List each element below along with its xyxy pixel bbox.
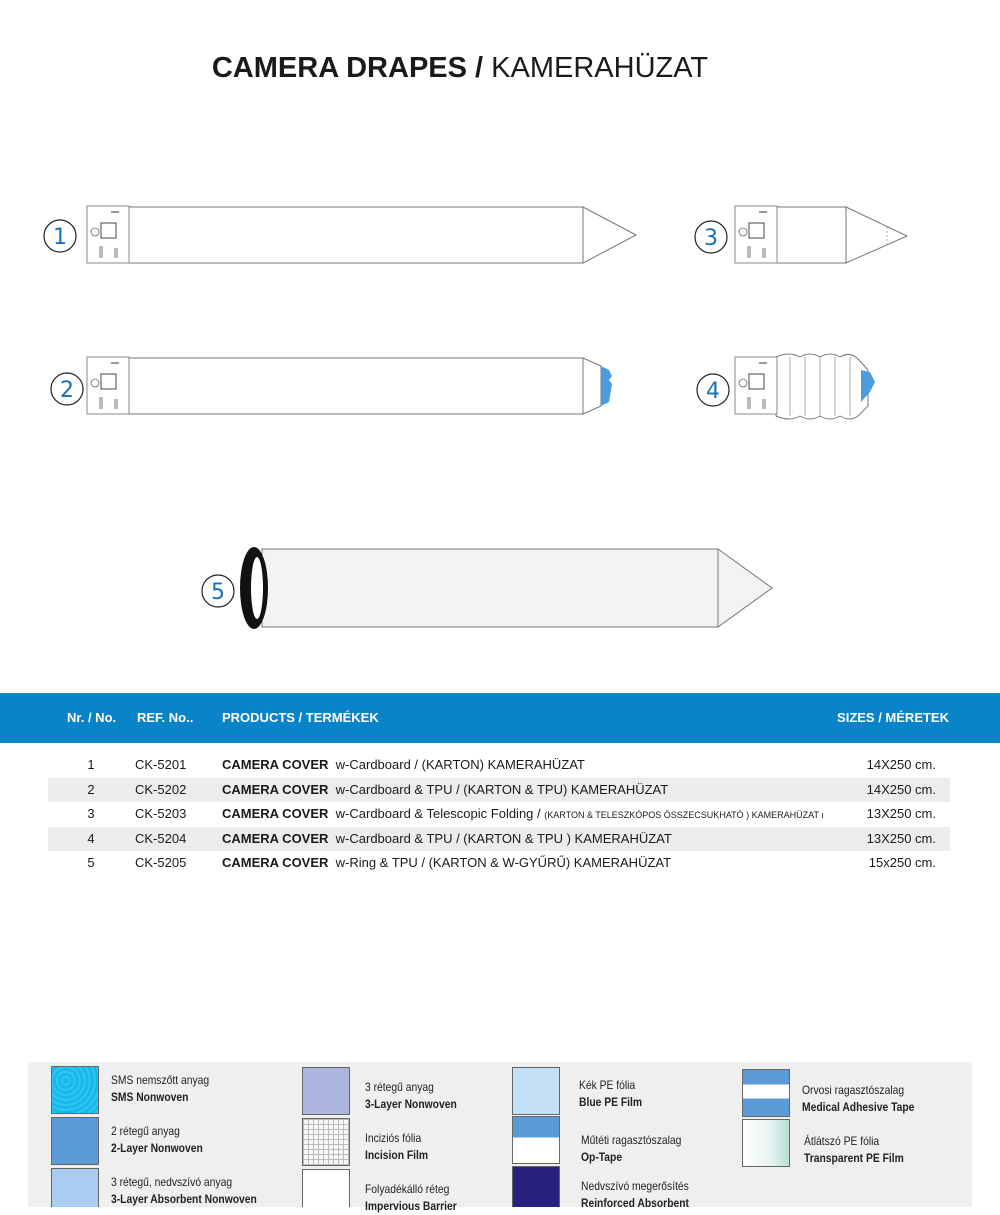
row-product: [222, 753, 585, 778]
figure-3-drawing: [695, 206, 907, 263]
legend-item: [802, 1082, 914, 1116]
title-main: CAMERA DRAPES /: [211, 52, 484, 84]
product-desc: w-Cardboard & TPU / (KARTON & TPU ) KAMERAHÜZAT: [335, 830, 672, 846]
legend-hu: Átlátszó PE fólia: [804, 1134, 880, 1148]
row-nr: 5: [87, 855, 95, 871]
legend-item: [365, 1181, 457, 1215]
swatch-transparent-pe-film: [742, 1119, 790, 1167]
swatch-2-layer-nonwoven: [51, 1117, 99, 1165]
row-size: 14X250 cm.: [866, 757, 936, 772]
row-ref: CK-5205: [135, 855, 187, 871]
product-name: CAMERA COVER: [222, 830, 329, 846]
swatch-impervious-barrier: [302, 1169, 350, 1207]
product-desc: w-Ring & TPU / (KARTON & W-GYŰRŰ) KAMERAHÜZAT: [335, 855, 672, 871]
row-ref: CK-5204: [135, 830, 187, 846]
legend-en: 3-Layer Absorbent Nonwoven: [111, 1192, 257, 1206]
figure-4-label: 4: [706, 379, 720, 404]
legend-item: [579, 1077, 642, 1111]
row-nr: 4: [87, 830, 95, 846]
swatch-sms-nonwoven: [51, 1066, 99, 1114]
swatch-incision-film: [302, 1118, 350, 1166]
legend-item: [804, 1133, 904, 1167]
legend-hu: Orvosi ragasztószalag: [802, 1083, 905, 1097]
table-row: [48, 778, 950, 803]
legend-en: SMS Nonwoven: [111, 1090, 189, 1104]
legend-hu: Műtéti ragasztószalag: [581, 1133, 682, 1147]
legend-item: [581, 1132, 681, 1166]
legend-item: [111, 1123, 203, 1157]
table-header: [0, 693, 1000, 743]
legend-en: 3-Layer Nonwoven: [365, 1097, 457, 1111]
product-name: CAMERA COVER: [222, 757, 329, 772]
product-table: [48, 753, 950, 876]
legend-en: 2-Layer Nonwoven: [111, 1141, 203, 1155]
swatch-3-layer-absorbent: [51, 1168, 99, 1207]
legend-en: Op-Tape: [581, 1150, 623, 1164]
row-ref: CK-5202: [135, 781, 187, 797]
header-ref: REF. No..: [137, 710, 194, 725]
figure-1-label: 1: [53, 225, 67, 250]
table-row: [48, 753, 950, 778]
legend-en: Impervious Barrier: [365, 1199, 457, 1213]
legend-hu: Folyadékálló réteg: [365, 1182, 450, 1196]
row-product: [222, 827, 672, 852]
row-product: [222, 802, 824, 828]
product-desc-small: (KARTON & TELESZKÓPOS ÖSSZECSUKHATÓ ) KAMERAHÜZAT ı: [544, 810, 824, 821]
legend-hu: 3 rétegű anyag: [365, 1080, 434, 1094]
swatch-medical-adhesive-tape: [742, 1069, 790, 1117]
legend-item: [111, 1174, 257, 1208]
row-ref: CK-5203: [135, 806, 187, 822]
row-size: 14X250 cm.: [866, 781, 936, 797]
legend-hu: SMS nemszőtt anyag: [111, 1073, 210, 1087]
legend-hu: Inciziós fólia: [365, 1131, 422, 1145]
product-desc: w-Cardboard & Telescopic Folding /: [335, 806, 541, 822]
swatch-3-layer-nonwoven: [302, 1067, 350, 1115]
product-name: CAMERA COVER: [222, 781, 329, 797]
table-row: [48, 802, 950, 827]
figure-3-label: 3: [704, 226, 718, 251]
row-product: [222, 778, 668, 803]
legend-item: [111, 1072, 209, 1106]
figure-1-drawing: [44, 206, 636, 263]
legend-en: Blue PE Film: [579, 1095, 643, 1109]
table-row: [48, 851, 950, 876]
header-nr: Nr. / No.: [67, 710, 117, 725]
row-product: [222, 851, 671, 876]
row-nr: 3: [87, 806, 95, 822]
figure-4-drawing: [697, 354, 875, 419]
figure-5-label: 5: [211, 580, 225, 605]
product-desc: w-Cardboard & TPU / (KARTON & TPU) KAMERAHÜZAT: [335, 781, 669, 797]
legend-en: Medical Adhesive Tape: [802, 1100, 915, 1114]
legend-en: Incision Film: [365, 1148, 429, 1162]
figure-2-label: 2: [60, 378, 74, 403]
figure-5-drawing: [202, 547, 772, 629]
legend-en: Transparent PE Film: [804, 1151, 904, 1165]
swatch-blue-pe-film: [512, 1067, 560, 1115]
table-row: [48, 827, 950, 852]
swatch-reinforced-absorbent: [512, 1166, 560, 1207]
row-ref: CK-5201: [135, 757, 187, 772]
material-legend: [28, 1062, 972, 1213]
row-size: 13X250 cm.: [866, 830, 936, 846]
legend-item: [365, 1130, 428, 1164]
row-nr: 1: [87, 757, 95, 772]
legend-hu: Nedvszívó megerősítés: [581, 1179, 689, 1193]
legend-en: Reinforced Absorbent: [581, 1196, 689, 1210]
figure-2-drawing: [51, 357, 612, 414]
legend-hu: 2 rétegű anyag: [111, 1124, 180, 1138]
row-size: 15x250 cm.: [868, 855, 936, 871]
product-name: CAMERA COVER: [222, 806, 329, 822]
header-products: PRODUCTS / TERMÉKEK: [222, 710, 379, 725]
title-sub: KAMERAHÜZAT: [491, 52, 709, 84]
header-sizes: SIZES / MÉRETEK: [837, 710, 949, 725]
swatch-op-tape: [512, 1116, 560, 1164]
row-size: 13X250 cm.: [866, 806, 936, 822]
row-nr: 2: [87, 781, 95, 797]
legend-item: [365, 1079, 457, 1113]
legend-hu: 3 rétegű, nedvszívó anyag: [111, 1175, 233, 1189]
legend-hu: Kék PE fólia: [579, 1078, 636, 1092]
product-desc: w-Cardboard / (KARTON) KAMERAHÜZAT: [335, 757, 585, 772]
product-name: CAMERA COVER: [222, 855, 329, 871]
